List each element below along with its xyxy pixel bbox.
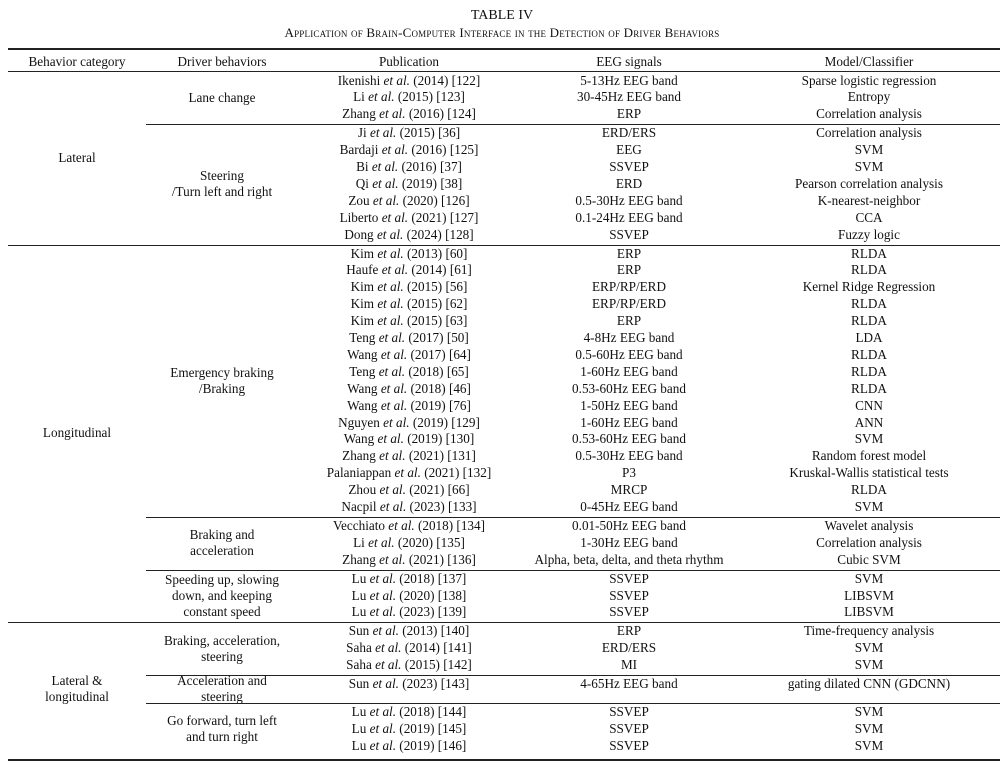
author: Kim [350, 279, 378, 295]
publication-cell [298, 227, 520, 243]
publication-cell [298, 159, 520, 175]
et-al: et al. [383, 72, 410, 88]
model-classifier-cell: LIBSVM [844, 587, 894, 603]
publication-cell [298, 676, 520, 692]
model-classifier-cell: SVM [854, 720, 884, 736]
eeg-signal-cell: 1-30Hz EEG band [580, 534, 678, 550]
et-al: et al. [379, 482, 406, 498]
publication-cell [298, 482, 520, 498]
cell-line: Steering [200, 168, 244, 184]
eeg-signal-cell: 0.5-30Hz EEG band [575, 192, 683, 208]
column-header: Behavior category [28, 54, 126, 69]
eeg-signal-cell: 0-45Hz EEG band [580, 499, 678, 514]
et-al: et al. [381, 142, 409, 158]
et-al: et al. [381, 209, 409, 225]
driver-behavior-cell [146, 527, 298, 559]
author: Wang [347, 346, 381, 362]
author: Kim [350, 313, 378, 329]
year-ref: (2019) [38] [398, 175, 463, 191]
cell-line: steering [201, 688, 243, 704]
eeg-signal-cell: SSVEP [609, 604, 649, 620]
et-al: et al. [376, 226, 404, 242]
publication-cell [298, 704, 520, 720]
et-al: et al. [368, 534, 395, 550]
model-classifier-cell: SVM [854, 142, 884, 158]
model-classifier-cell: Correlation analysis [816, 534, 922, 550]
year-ref: (2019) [129] [409, 414, 480, 430]
eeg-signal-cell: SSVEP [609, 570, 649, 586]
et-al: et al. [379, 551, 406, 567]
publication-cell [298, 499, 520, 515]
eeg-signal-cell: ERD/ERS [601, 640, 657, 656]
author: Lu [351, 703, 370, 719]
publication-cell [298, 552, 520, 568]
eeg-signal-cell: ERP/RP/ERD [591, 296, 667, 312]
model-classifier-cell: Entropy [847, 89, 891, 105]
author: Nguyen [338, 414, 384, 430]
et-al: et al. [380, 346, 408, 362]
table-bottom-rule [8, 759, 1000, 761]
et-al: et al. [378, 363, 406, 379]
year-ref: (2021) [132] [420, 465, 492, 481]
et-al: et al. [372, 175, 399, 191]
year-ref: (2014) [141] [401, 640, 472, 656]
eeg-signal-cell: 5-13Hz EEG band [580, 72, 678, 88]
cell-line: Acceleration and [177, 672, 267, 688]
year-ref: (2016) [125] [408, 142, 479, 158]
publication-cell [298, 279, 520, 295]
publication-cell [298, 106, 520, 122]
author: Kim [350, 296, 378, 312]
author: Zhang [342, 448, 380, 464]
author: Wang [347, 380, 381, 396]
eeg-signal-cell: MRCP [610, 482, 648, 498]
eeg-signal-cell: SSVEP [609, 737, 649, 753]
author: Wang [343, 431, 378, 447]
eeg-signal-cell: SSVEP [609, 720, 649, 736]
year-ref: (2017) [50] [405, 330, 469, 345]
eeg-signal-cell: 0.53-60Hz EEG band [572, 380, 686, 396]
et-al: et al. [369, 125, 397, 141]
eeg-signal-cell: 4-65Hz EEG band [580, 676, 678, 691]
author: Vecchiato [333, 517, 389, 533]
year-ref: (2018) [137] [396, 570, 467, 586]
author: Bardaji [339, 142, 382, 158]
author: Liberto [339, 209, 382, 225]
model-classifier-cell: LIBSVM [844, 604, 894, 620]
et-al: et al. [388, 517, 415, 533]
author: Sun [348, 676, 373, 691]
et-al: et al. [371, 159, 399, 174]
author: Kim [350, 245, 378, 261]
year-ref: (2021) [131] [405, 448, 476, 464]
year-ref: (2023) [143] [398, 676, 470, 691]
et-al: et al. [375, 640, 402, 656]
author: Zhang [342, 551, 380, 567]
eeg-signal-cell: ERD/ERS [601, 125, 657, 141]
driver-behavior-cell [146, 713, 298, 745]
publication-cell [298, 246, 520, 262]
et-al: et al. [380, 397, 408, 413]
eeg-signal-cell: 0.53-60Hz EEG band [572, 431, 686, 447]
model-classifier-cell: gating dilated CNN (GDCNN) [787, 676, 951, 691]
publication-cell [298, 89, 520, 105]
eeg-signal-cell: EEG [616, 142, 642, 158]
et-al: et al. [369, 720, 396, 736]
eeg-signal-cell: 0.5-30Hz EEG band [575, 448, 683, 464]
eeg-signal-cell: 0.1-24Hz EEG band [575, 209, 683, 225]
cell-line: down, and keeping [172, 587, 272, 603]
model-classifier-cell: Pearson correlation analysis [795, 175, 943, 191]
eeg-signal-cell: 1-60Hz EEG band [580, 363, 678, 379]
et-al: et al. [381, 262, 409, 278]
author: Palaniappan [326, 465, 395, 481]
et-al: et al. [377, 313, 404, 329]
model-classifier-cell: K-nearest-neighbor [817, 192, 921, 208]
author: Bi [356, 159, 372, 174]
publication-cell [298, 518, 520, 534]
publication-cell [298, 640, 520, 656]
driver-behavior-cell [146, 90, 298, 106]
year-ref: (2020) [135] [394, 534, 465, 550]
eeg-signal-cell: 1-60Hz EEG band [580, 414, 678, 430]
year-ref: (2021) [127] [408, 209, 479, 225]
year-ref: (2015) [62] [403, 296, 468, 312]
model-classifier-cell: Kernel Ridge Regression [802, 279, 936, 295]
eeg-signal-cell: Alpha, beta, delta, and theta rhythm [534, 551, 724, 567]
eeg-signal-cell: MI [620, 657, 638, 673]
publication-cell [298, 398, 520, 414]
eeg-signal-cell: 4-8Hz EEG band [583, 330, 675, 345]
model-classifier-cell: SVM [854, 431, 884, 447]
cell-line: /Turn left and right [171, 184, 273, 200]
publication-cell [298, 262, 520, 278]
model-classifier-cell: RLDA [851, 380, 887, 396]
model-classifier-cell: SVM [854, 703, 884, 719]
year-ref: (2018) [46] [407, 380, 471, 396]
model-classifier-cell: RLDA [851, 245, 887, 261]
eeg-signal-cell: SSVEP [609, 159, 649, 174]
publication-cell [298, 193, 520, 209]
author: Teng [349, 363, 379, 379]
publication-cell [298, 738, 520, 754]
eeg-signal-cell: 1-50Hz EEG band [580, 397, 678, 413]
publication-cell [298, 347, 520, 363]
publication-cell [298, 657, 520, 673]
et-al: et al. [369, 737, 396, 753]
eeg-signal-cell: ERP [616, 623, 642, 639]
eeg-signal-cell: 0.5-60Hz EEG band [575, 346, 683, 362]
cell-line: longitudinal [45, 688, 109, 704]
cell-line: and turn right [186, 729, 258, 745]
model-classifier-cell: ANN [854, 414, 884, 430]
publication-cell [298, 571, 520, 587]
author: Zhou [348, 482, 380, 498]
cell-line: Emergency braking [170, 364, 274, 380]
model-classifier-cell: RLDA [851, 346, 887, 362]
model-classifier-cell: RLDA [851, 296, 887, 312]
model-classifier-cell: SVM [854, 640, 884, 656]
publication-cell [298, 721, 520, 737]
publication-cell [298, 535, 520, 551]
model-classifier-cell: Time-frequency analysis [803, 623, 935, 639]
author: Ikenishi [337, 72, 384, 88]
year-ref: (2014) [61] [408, 262, 472, 278]
model-classifier-cell: CCA [855, 209, 883, 225]
cell-line: Lateral & [51, 672, 103, 688]
publication-cell [298, 313, 520, 329]
et-al: et al. [377, 245, 404, 261]
year-ref: (2021) [66] [405, 482, 470, 498]
year-ref: (2016) [124] [405, 106, 476, 122]
year-ref: (2014) [122] [409, 72, 481, 88]
cell-line: Lane change [188, 89, 256, 105]
publication-cell [298, 73, 520, 89]
driver-behavior-cell [146, 365, 298, 397]
year-ref: (2024) [128] [403, 226, 474, 242]
driver-behavior-cell [146, 168, 298, 200]
author: Dong [344, 226, 377, 242]
model-classifier-cell: Sparse logistic regression [801, 72, 937, 88]
author: Lu [351, 737, 370, 753]
publication-cell [298, 588, 520, 604]
author: Saha [346, 657, 376, 673]
model-classifier-cell: CNN [855, 397, 883, 413]
cell-line: Braking and [189, 527, 255, 543]
et-al: et al. [379, 448, 406, 464]
model-classifier-cell: Correlation analysis [816, 125, 922, 141]
eeg-signal-cell: SSVEP [609, 703, 649, 719]
year-ref: (2019) [145] [396, 720, 467, 736]
publication-cell [298, 176, 520, 192]
model-classifier-cell: SVM [854, 499, 884, 514]
publication-cell [298, 330, 520, 346]
year-ref: (2021) [136] [405, 551, 476, 567]
author: Wang [347, 397, 381, 413]
model-classifier-cell: RLDA [851, 313, 887, 329]
et-al: et al. [377, 296, 404, 312]
year-ref: (2018) [134] [414, 517, 485, 533]
model-classifier-cell: SVM [854, 570, 884, 586]
et-al: et al. [378, 330, 406, 345]
model-classifier-cell: SVM [854, 737, 884, 753]
year-ref: (2013) [60] [403, 245, 468, 261]
cell-line: /Braking [198, 380, 246, 396]
year-ref: (2019) [130] [403, 431, 475, 447]
year-ref: (2019) [76] [407, 397, 471, 413]
author: Lu [351, 720, 370, 736]
model-classifier-cell: Random forest model [811, 448, 927, 464]
year-ref: (2023) [133] [406, 499, 477, 514]
et-al: et al. [377, 431, 404, 447]
eeg-signal-cell: ERP [616, 106, 642, 122]
author: Sun [348, 623, 373, 639]
publication-cell [298, 142, 520, 158]
year-ref: (2013) [140] [398, 623, 470, 639]
et-al: et al. [368, 89, 395, 105]
behavior-category-cell [8, 673, 146, 705]
et-al: et al. [375, 657, 402, 673]
year-ref: (2015) [36] [396, 125, 461, 141]
cell-line: Braking, acceleration, [163, 632, 281, 648]
author: Saha [346, 640, 376, 656]
et-al: et al. [372, 192, 400, 208]
author: Haufe [346, 262, 382, 278]
cell-line: Go forward, turn left [167, 713, 277, 729]
eeg-signal-cell: ERP [616, 262, 642, 278]
eeg-signal-cell: ERP [616, 313, 642, 329]
cell-line: Speeding up, slowing [165, 571, 279, 587]
eeg-signal-cell: P3 [622, 465, 636, 481]
publication-cell [298, 125, 520, 141]
model-classifier-cell: Fuzzy logic [838, 226, 900, 242]
author: Zhang [342, 106, 380, 122]
model-classifier-cell: RLDA [851, 482, 887, 498]
et-al: et al. [379, 106, 406, 122]
eeg-signal-cell: SSVEP [609, 587, 649, 603]
publication-cell [298, 210, 520, 226]
publication-cell [298, 296, 520, 312]
eeg-signal-cell: ERP/RP/ERD [591, 279, 667, 295]
eeg-signal-cell: 0.01-50Hz EEG band [572, 517, 686, 533]
table-top-rule [8, 48, 1000, 50]
eeg-signal-cell: ERP [616, 245, 642, 261]
year-ref: (2016) [37] [398, 159, 462, 174]
author: Li [353, 534, 369, 550]
et-al: et al. [369, 703, 396, 719]
publication-cell [298, 448, 520, 464]
year-ref: (2023) [139] [396, 604, 467, 620]
et-al: et al. [372, 676, 399, 691]
publication-cell [298, 431, 520, 447]
publication-cell [298, 623, 520, 639]
publication-cell [298, 465, 520, 481]
year-ref: (2015) [63] [403, 313, 468, 329]
year-ref: (2020) [138] [396, 587, 467, 603]
author: Qi [355, 175, 373, 191]
et-al: et al. [369, 587, 396, 603]
year-ref: (2015) [142] [401, 657, 472, 673]
eeg-signal-cell: 30-45Hz EEG band [576, 89, 681, 105]
publication-cell [298, 381, 520, 397]
column-header: Publication [378, 54, 440, 69]
cell-line: acceleration [190, 543, 254, 559]
model-classifier-cell: Cubic SVM [837, 551, 901, 567]
cell-line: Longitudinal [42, 425, 112, 441]
eeg-signal-cell: ERD [615, 175, 643, 191]
header-rule [8, 71, 1000, 72]
author: Li [353, 89, 369, 105]
model-classifier-cell: LDA [855, 330, 883, 345]
eeg-signal-cell: SSVEP [609, 226, 649, 242]
cell-line: Lateral [58, 150, 96, 165]
behavior-category-cell [8, 425, 146, 441]
model-classifier-cell: Wavelet analysis [824, 517, 914, 533]
et-al: et al. [369, 570, 396, 586]
publication-cell [298, 415, 520, 431]
publication-cell [298, 364, 520, 380]
table-title: Application of Brain-Computer Interface in the Detection of Driver Behaviors [284, 25, 720, 40]
et-al: et al. [379, 499, 407, 514]
model-classifier-cell: SVM [854, 159, 884, 174]
column-header: Driver behaviors [177, 54, 267, 69]
model-classifier-cell: RLDA [851, 363, 887, 379]
cell-line: constant speed [183, 603, 261, 619]
author: Lu [351, 587, 370, 603]
year-ref: (2015) [123] [394, 89, 465, 105]
behavior-category-cell [8, 150, 146, 166]
year-ref: (2017) [64] [407, 346, 471, 362]
publication-cell [298, 604, 520, 620]
driver-behavior-cell [146, 673, 298, 705]
author: Teng [349, 330, 379, 345]
model-classifier-cell: SVM [854, 657, 884, 673]
et-al: et al. [394, 465, 421, 481]
et-al: et al. [372, 623, 399, 639]
model-classifier-cell: Kruskal-Wallis statistical tests [789, 465, 949, 481]
year-ref: (2018) [144] [396, 703, 467, 719]
author: Ji [357, 125, 370, 141]
model-classifier-cell: Correlation analysis [816, 106, 922, 122]
year-ref: (2020) [126] [399, 192, 470, 208]
column-header: EEG signals [596, 54, 662, 69]
year-ref: (2015) [56] [403, 279, 468, 295]
year-ref: (2018) [65] [405, 363, 469, 379]
year-ref: (2019) [146] [396, 737, 467, 753]
et-al: et al. [377, 279, 404, 295]
driver-behavior-cell [146, 572, 298, 620]
driver-behavior-cell [146, 633, 298, 665]
table-label: TABLE IV [470, 8, 534, 23]
et-al: et al. [380, 380, 408, 396]
author: Lu [351, 570, 370, 586]
author: Zou [348, 192, 373, 208]
cell-line: steering [201, 648, 243, 664]
et-al: et al. [369, 604, 396, 620]
column-header: Model/Classifier [824, 54, 914, 69]
author: Nacpil [341, 499, 380, 514]
author: Lu [351, 604, 370, 620]
et-al: et al. [383, 414, 410, 430]
model-classifier-cell: RLDA [851, 262, 887, 278]
